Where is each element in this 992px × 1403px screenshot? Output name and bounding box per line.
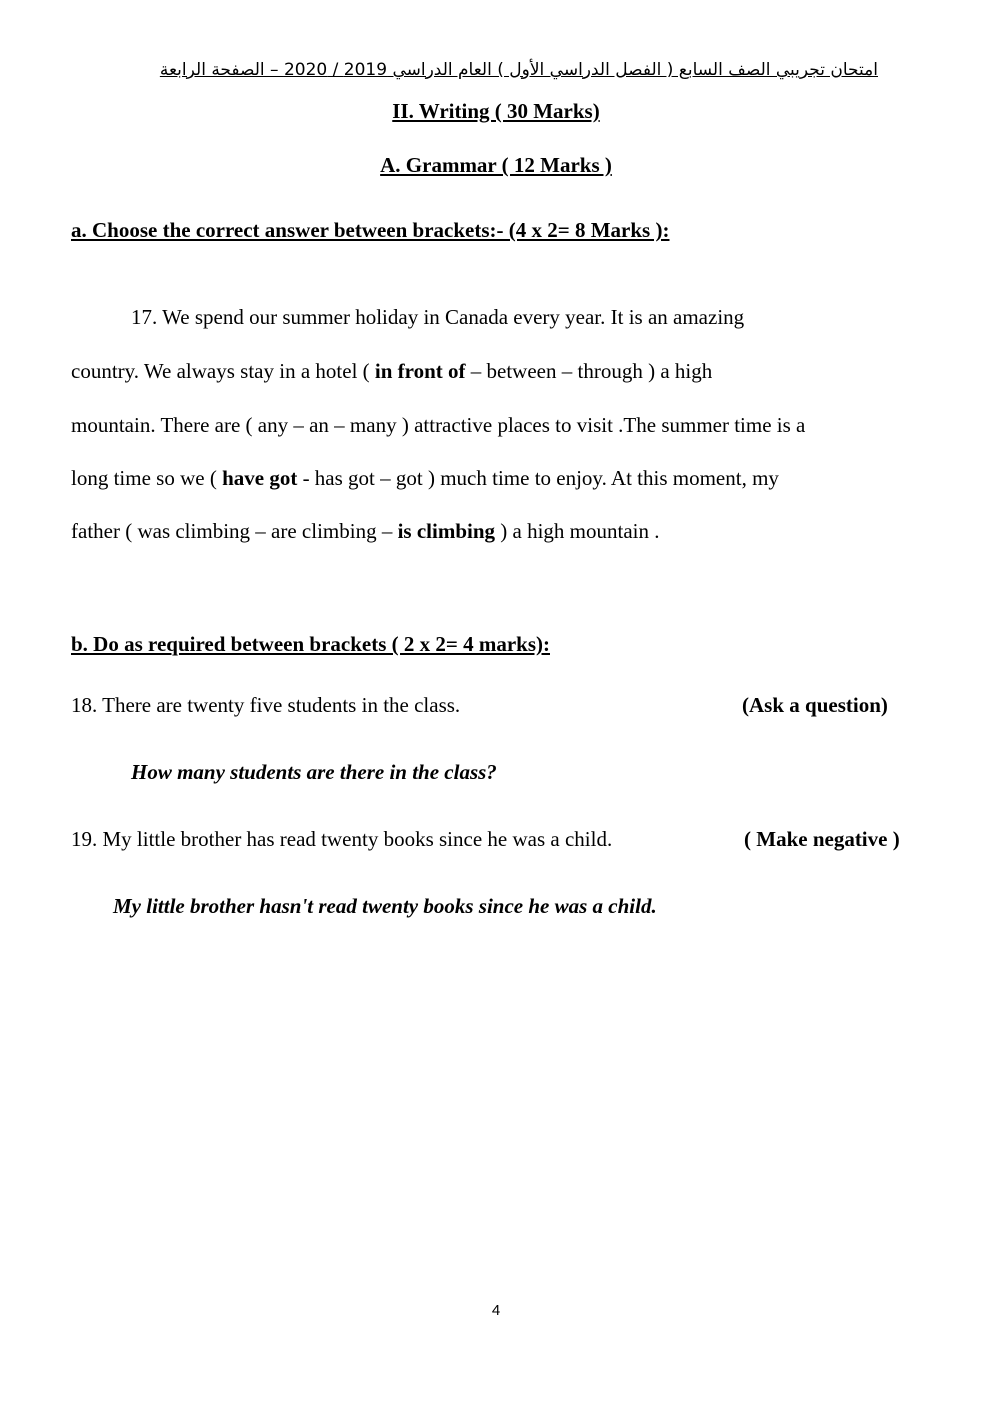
passage-line-3: [71, 413, 805, 438]
answer-choice: is climbing: [397, 519, 496, 543]
passage-text: father ( was climbing – are climbing –: [71, 519, 398, 543]
passage-line-5: [71, 519, 660, 544]
answer-choice: have got: [222, 466, 298, 490]
passage-line-1: [131, 305, 744, 330]
question-19-instruction: ( Make negative ): [744, 827, 900, 851]
passage-text: mountain. There are ( any – an – many ) attractive places to visit .The summer time is a: [71, 413, 806, 437]
passage-text: long time so we (: [71, 466, 223, 490]
part-b-heading: b. Do as required between brackets ( 2 x 2= 4 marks):: [71, 632, 550, 656]
answer-18: How many students are there in the class?: [131, 760, 497, 784]
answer-19: My little brother hasn't read twenty books since he was a child.: [113, 894, 657, 918]
exam-header: امتحان تجريبي الصف السابع ( الفصل الدراسي الأول ) العام الدراسي 2019 / 2020 – الصفحة الرابعة: [159, 60, 878, 80]
part-a-heading: a. Choose the correct answer between brackets:- (4 x 2= 8 Marks ):: [71, 218, 670, 242]
question-18-instruction: (Ask a question): [742, 693, 888, 717]
passage-text: – between – through ) a high: [465, 359, 713, 383]
passage-text: 17. We spend our summer holiday in Canada every year. It is an amazing: [131, 305, 745, 329]
answer-choice: in front of: [374, 359, 466, 383]
passage-line-2: [71, 359, 712, 384]
passage-line-4: [71, 466, 779, 491]
passage-text: country. We always stay in a hotel (: [71, 359, 375, 383]
passage-text: ) a high mountain .: [495, 519, 660, 543]
passage-text: - has got – got ) much time to enjoy. At this moment, my: [297, 466, 779, 490]
section-title-writing: II. Writing ( 30 Marks): [392, 99, 600, 123]
page-number: 4: [491, 1302, 501, 1319]
section-title-grammar: A. Grammar ( 12 Marks ): [380, 153, 612, 177]
question-18: 18. There are twenty five students in the class.: [71, 693, 461, 717]
question-19: 19. My little brother has read twenty books since he was a child.: [71, 827, 613, 851]
